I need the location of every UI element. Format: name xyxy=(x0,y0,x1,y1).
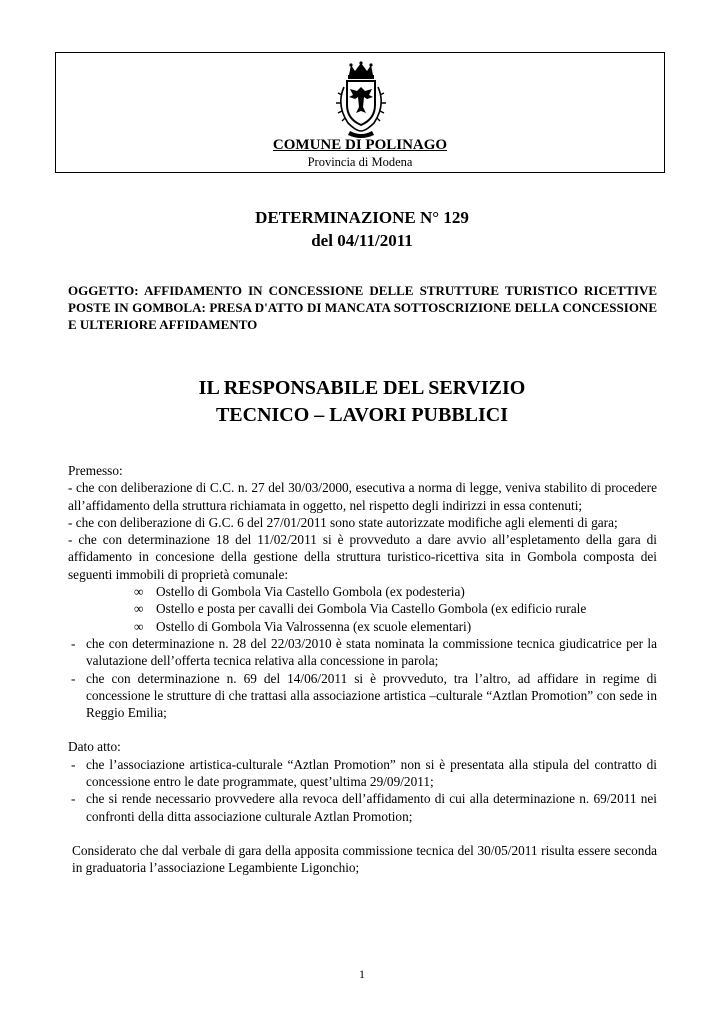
considerato-paragraph: Considerato che dal verbale di gara della apposita commissione tecnica del 30/05/2011 risulta essere seconda in graduatoria l’associazione Legambiente Ligonchio; xyxy=(72,842,657,876)
list-item xyxy=(68,583,657,600)
list-item-text: che l’associazione artistica-culturale “Aztlan Promotion” non si è presentata alla stipula del contratto di concessione entro le date programmate, quest’ultima 29/09/2011; xyxy=(86,756,657,790)
list-item-text: Ostello di Gombola Via Castello Gombola (ex podesteria) xyxy=(156,584,465,600)
list-item-text: che con determinazione n. 69 del 14/06/2011 si è provveduto, tra l’altro, ad affidare in regime di concessione le strutture di che trattasi alla associazione artistica –culturale “Aztlan Promotion” con sede in Reggio Emilia; xyxy=(86,670,657,721)
list-item xyxy=(68,618,657,635)
list-item xyxy=(68,790,657,825)
responsabile-heading xyxy=(0,375,724,429)
document-body xyxy=(68,462,657,877)
dash-bullet: - xyxy=(71,670,76,686)
dash-bullet: - xyxy=(71,756,76,772)
responsabile-line-2: TECNICO – LAVORI PUBBLICI xyxy=(215,404,509,426)
page-number: 1 xyxy=(359,967,365,981)
header-box xyxy=(55,52,665,173)
comune-name: COMUNE DI POLINAGO xyxy=(272,137,448,153)
immobili-list xyxy=(68,583,657,635)
spacer xyxy=(68,721,657,738)
provincia-name: Provincia di Modena xyxy=(307,155,413,169)
list-item-text: che con determinazione n. 28 del 22/03/2010 è stata nominata la commissione tecnica giudicatrice per la valutazione dell’offerta tecnica relativa alla concessione in parola; xyxy=(86,635,657,669)
determinazione-title xyxy=(0,206,724,252)
premesso-heading: Premesso: xyxy=(68,463,123,478)
coat-of-arms-icon xyxy=(330,61,392,141)
list-item-text: che si rende necessario provvedere alla revoca dell’affidamento di cui alla determinazione n. 69/2011 nei confronti della ditta associazione culturale Aztlan Promotion; xyxy=(86,791,657,824)
responsabile-line-1: IL RESPONSABILE DEL SERVIZIO xyxy=(198,377,526,399)
list-item xyxy=(68,756,657,791)
dato-atto-heading: Dato atto: xyxy=(68,739,121,755)
premesso-paragraph-2: - che con deliberazione di G.C. 6 del 27/01/2011 sono state autorizzate modifiche agli elementi di gara; xyxy=(68,514,618,530)
premesso-paragraph-1: - che con deliberazione di C.C. n. 27 del 30/03/2000, esecutiva a norma di legge, veniva stabilito di procedere all’affidamento della struttura richiamata in oggetto, nel rispetto degli indirizzi in essa contenuti; xyxy=(68,480,657,513)
dash-bullet: - xyxy=(71,791,76,807)
determinazione-number: DETERMINAZIONE N° 129 xyxy=(255,208,469,227)
list-item xyxy=(68,600,657,617)
oggetto-text: OGGETTO: AFFIDAMENTO IN CONCESSIONE DELLE STRUTTURE TURISTICO RICETTIVE POSTE IN GOMBOLA: PRESA D'ATTO DI MANCATA SOTTOSCRIZIONE DELLA CONCESSIONE E ULTERIORE AFFIDAMENTO xyxy=(68,283,657,332)
spacer xyxy=(68,825,657,842)
determinazione-date: del 04/11/2011 xyxy=(311,231,413,250)
premesso-dash-list xyxy=(68,635,657,721)
dash-bullet: - xyxy=(71,635,76,651)
list-item-text: Ostello e posta per cavalli dei Gombola Via Castello Gombola (ex edificio rurale xyxy=(156,601,587,617)
infinity-bullet-icon: ∞ xyxy=(134,584,144,600)
list-item xyxy=(68,635,657,670)
dato-atto-dash-list xyxy=(68,756,657,825)
premesso-paragraph-3: - che con determinazione 18 del 11/02/2011 si è provveduto a dare avvio all’espletamento della gara di affidamento in concesione della gestione della struttura turistico-ricettiva sita in Gombola composta dei seguenti immobili di proprietà comunale: xyxy=(68,532,657,582)
infinity-bullet-icon: ∞ xyxy=(134,618,144,634)
list-item-text: Ostello di Gombola Via Valrossenna (ex scuole elementari) xyxy=(156,618,472,634)
infinity-bullet-icon: ∞ xyxy=(134,601,144,617)
list-item xyxy=(68,670,657,722)
